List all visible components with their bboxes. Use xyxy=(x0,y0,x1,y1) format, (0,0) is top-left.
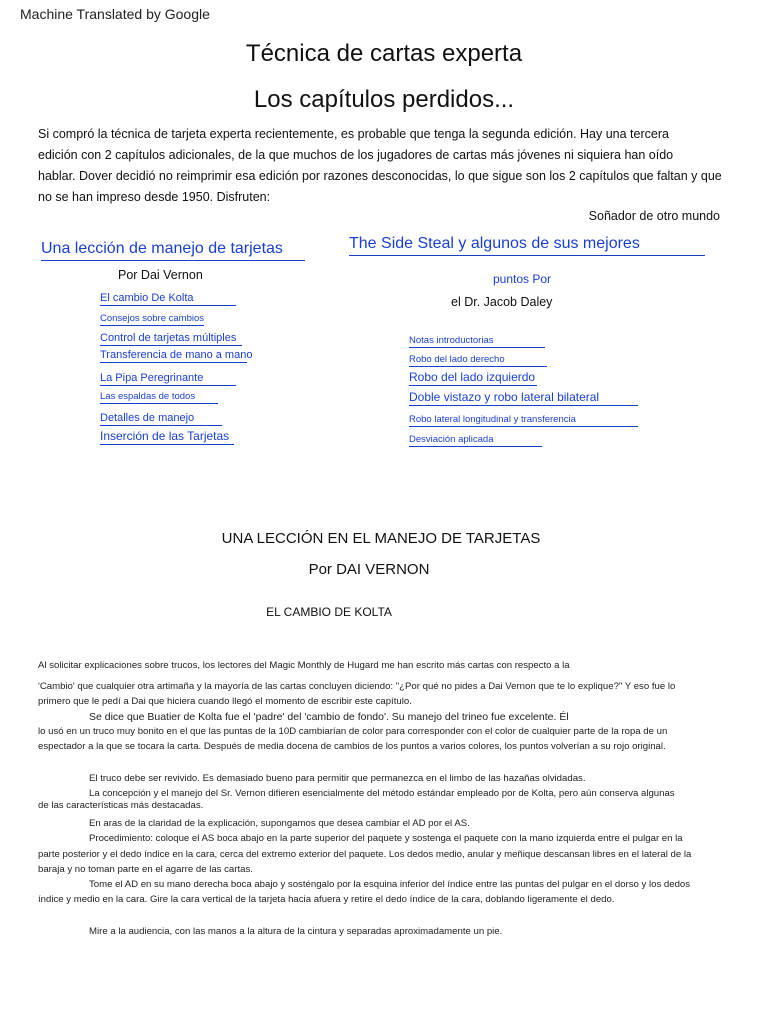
document-subtitle: Los capítulos perdidos... xyxy=(253,86,515,113)
toc-link[interactable]: La Pipa Peregrinante xyxy=(100,372,236,386)
body-line: Mire a la audiencia, con las manos a la altura de la cintura y separadas aproximadamente un pie. xyxy=(89,926,503,937)
section-title: EL CAMBIO DE KOLTA xyxy=(266,605,392,619)
toc-link[interactable]: Las espaldas de todos xyxy=(100,391,218,404)
toc-link[interactable]: Robo lateral longitudinal y transferencia xyxy=(409,414,638,427)
toc-byline-daley: el Dr. Jacob Daley xyxy=(451,295,553,309)
body-line: Se dice que Buatier de Kolta fue el 'padre' del 'cambio de fondo'. Su manejo del trineo fue excelente. Él xyxy=(89,711,569,723)
toc-link[interactable]: Robo del lado izquierdo xyxy=(409,370,536,384)
chapter-title: UNA LECCIÓN EN EL MANEJO DE TARJETAS xyxy=(221,530,541,547)
toc-link[interactable]: Inserción de las Tarjetas xyxy=(100,429,234,445)
body-line: Tome el AD en su mano derecha boca abajo y sosténgalo por la esquina inferior del índice entre las puntas del pulgar en el dorso y los dedos xyxy=(89,879,691,890)
body-line: primero que le pedí a Dai que hiciera cuando llegó el momento de escribir este capítulo. xyxy=(38,696,412,707)
document-title: Técnica de cartas experta xyxy=(245,40,523,67)
toc-link[interactable]: Control de tarjetas múltiples xyxy=(100,332,242,346)
body-line: La concepción y el manejo del Sr. Vernon difieren esencialmente del método estándar empleado por de Kolta, pero aún conserva algunas xyxy=(89,788,675,799)
toc-heading-side-steal[interactable]: The Side Steal y algunos de sus mejores xyxy=(349,235,705,256)
intro-line: edición con 2 capítulos adicionales, de la que muchos de los jugadores de cartas más jóvenes ni siquiera han oído xyxy=(38,148,674,162)
body-line: lo usó en un truco muy bonito en el que las puntas de la 10D cambiarían de color para corresponder con el color de cualquier parte de la ropa de un xyxy=(38,726,668,737)
body-line: índice y medio en la cara. Gire la cara vertical de la tarjeta hacia afuera y retire el dedo índice de la cara, doblando ligeramente el dedo. xyxy=(38,894,615,905)
toc-link[interactable]: Notas introductorias xyxy=(409,335,545,348)
toc-link[interactable]: El cambio De Kolta xyxy=(100,292,236,306)
body-line: 'Cambio' que cualquier otra artimaña y la mayoría de las cartas concluyen diciendo: "¿Por qué no pides a Dai Vernon que te lo explique?" Y eso fue lo xyxy=(38,681,676,692)
body-line: El truco debe ser revivido. Es demasiado bueno para permitir que permanezca en el limbo de las hazañas olvidadas. xyxy=(89,773,586,784)
chapter-byline: Por DAI VERNON xyxy=(308,561,430,578)
toc-link[interactable]: Doble vistazo y robo lateral bilateral xyxy=(409,390,638,406)
body-line: parte posterior y el dedo índice en la cara, cerca del extremo exterior del paquete. Los dedos medio, anular y meñique descansan libres en el lateral de la xyxy=(38,849,692,860)
body-line: Procedimiento: coloque el AS boca abajo en la parte superior del paquete y sostenga el paquete con la mano izquierda entre el pulgar en la xyxy=(89,833,683,844)
toc-link[interactable]: Robo del lado derecho xyxy=(409,354,547,367)
intro-line: Si compró la técnica de tarjeta experta recientemente, es probable que tenga la segunda edición. Hay una tercera xyxy=(38,127,669,141)
intro-line: hablar. Dover decidió no reimprimir esa edición por razones desconocidas, lo que sigue son los 2 capítulos que faltan y que xyxy=(38,169,722,183)
toc-link[interactable]: Desviación aplicada xyxy=(409,434,542,447)
body-line: Al solicitar explicaciones sobre trucos, los lectores del Magic Monthly de Hugard me han escrito más cartas con respecto a la xyxy=(38,660,570,671)
toc-byline-vernon: Por Dai Vernon xyxy=(118,268,203,282)
toc-heading-card-handling[interactable]: Una lección de manejo de tarjetas xyxy=(41,240,305,261)
signature: Soñador de otro mundo xyxy=(588,209,720,223)
toc-link[interactable]: Detalles de manejo xyxy=(100,412,222,426)
intro-line: no se han impreso desde 1950. Disfruten: xyxy=(38,190,271,204)
toc-link[interactable]: Consejos sobre cambios xyxy=(100,313,205,324)
body-line: En aras de la claridad de la explicación, supongamos que desea cambiar el AD por el AS. xyxy=(89,818,470,829)
translation-banner: Machine Translated by Google xyxy=(20,6,210,22)
toc-link[interactable]: Transferencia de mano a mano xyxy=(100,349,253,361)
body-line: de las características más destacadas. xyxy=(38,800,204,811)
toc-heading-side-steal-cont[interactable]: puntos Por xyxy=(493,272,552,286)
body-line: espectador a la que se tocara la carta. Después de media docena de cambios de los puntos a varios colores, los puntos volverían a su rojo original. xyxy=(38,741,666,752)
body-line: baraja y no toman parte en el agarre de las cartas. xyxy=(38,864,253,875)
